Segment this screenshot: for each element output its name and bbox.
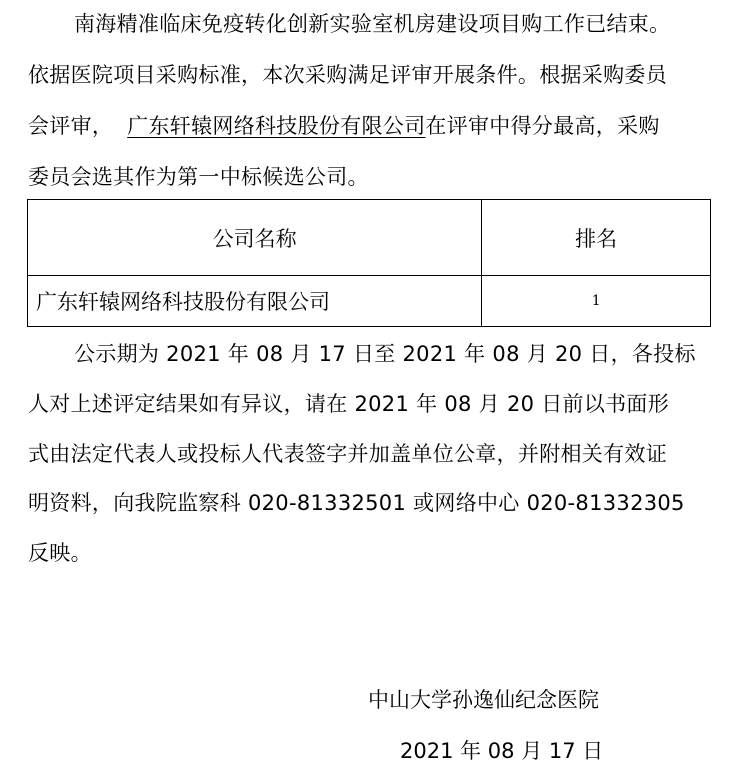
column-header-rank: 排名 <box>482 200 711 276</box>
paragraph-1-line-3-prefix: 会评审， <box>28 114 114 138</box>
signature-date: 2021 年 08 月 17 日 <box>400 739 604 763</box>
column-header-company: 公司名称 <box>28 200 482 276</box>
paragraph-2-line-1: 公示期为 2021 年 08 月 17 日至 2021 年 08 月 20 日，各投标 <box>74 342 696 366</box>
table-row <box>28 276 711 327</box>
table-header-row <box>28 200 711 276</box>
cell-rank: 1 <box>482 276 711 327</box>
result-table <box>27 199 711 327</box>
signature-organization: 中山大学孙逸仙纪念医院 <box>368 688 599 712</box>
paragraph-2-line-3: 式由法定代表人或投标人代表签字并加盖单位公章，并附相关有效证 <box>28 442 667 466</box>
paragraph-1-line-1: 南海精准临床免疫转化创新实验室机房建设项目购工作已结束。 <box>74 12 671 36</box>
cell-company-name: 广东轩辕网络科技股份有限公司 <box>28 276 482 327</box>
paragraph-1-line-2: 依据医院项目采购标准，本次采购满足评审开展条件。根据采购委员 <box>28 63 667 87</box>
paragraph-1-line-3 <box>28 113 660 139</box>
paragraph-2-line-5: 反映。 <box>28 541 92 565</box>
winning-company-name: 广东轩辕网络科技股份有限公司 <box>127 114 426 138</box>
paragraph-1-line-4: 委员会选其作为第一中标候选公司。 <box>28 165 369 189</box>
paragraph-2-line-2: 人对上述评定结果如有异议，请在 2021 年 08 月 20 日前以书面形 <box>28 392 670 416</box>
paragraph-2-line-4: 明资料，向我院监察科 020-81332501 或网络中心 020-81332305 <box>28 491 685 515</box>
paragraph-1-line-3-suffix: 在评审中得分最高，采购 <box>425 114 660 138</box>
